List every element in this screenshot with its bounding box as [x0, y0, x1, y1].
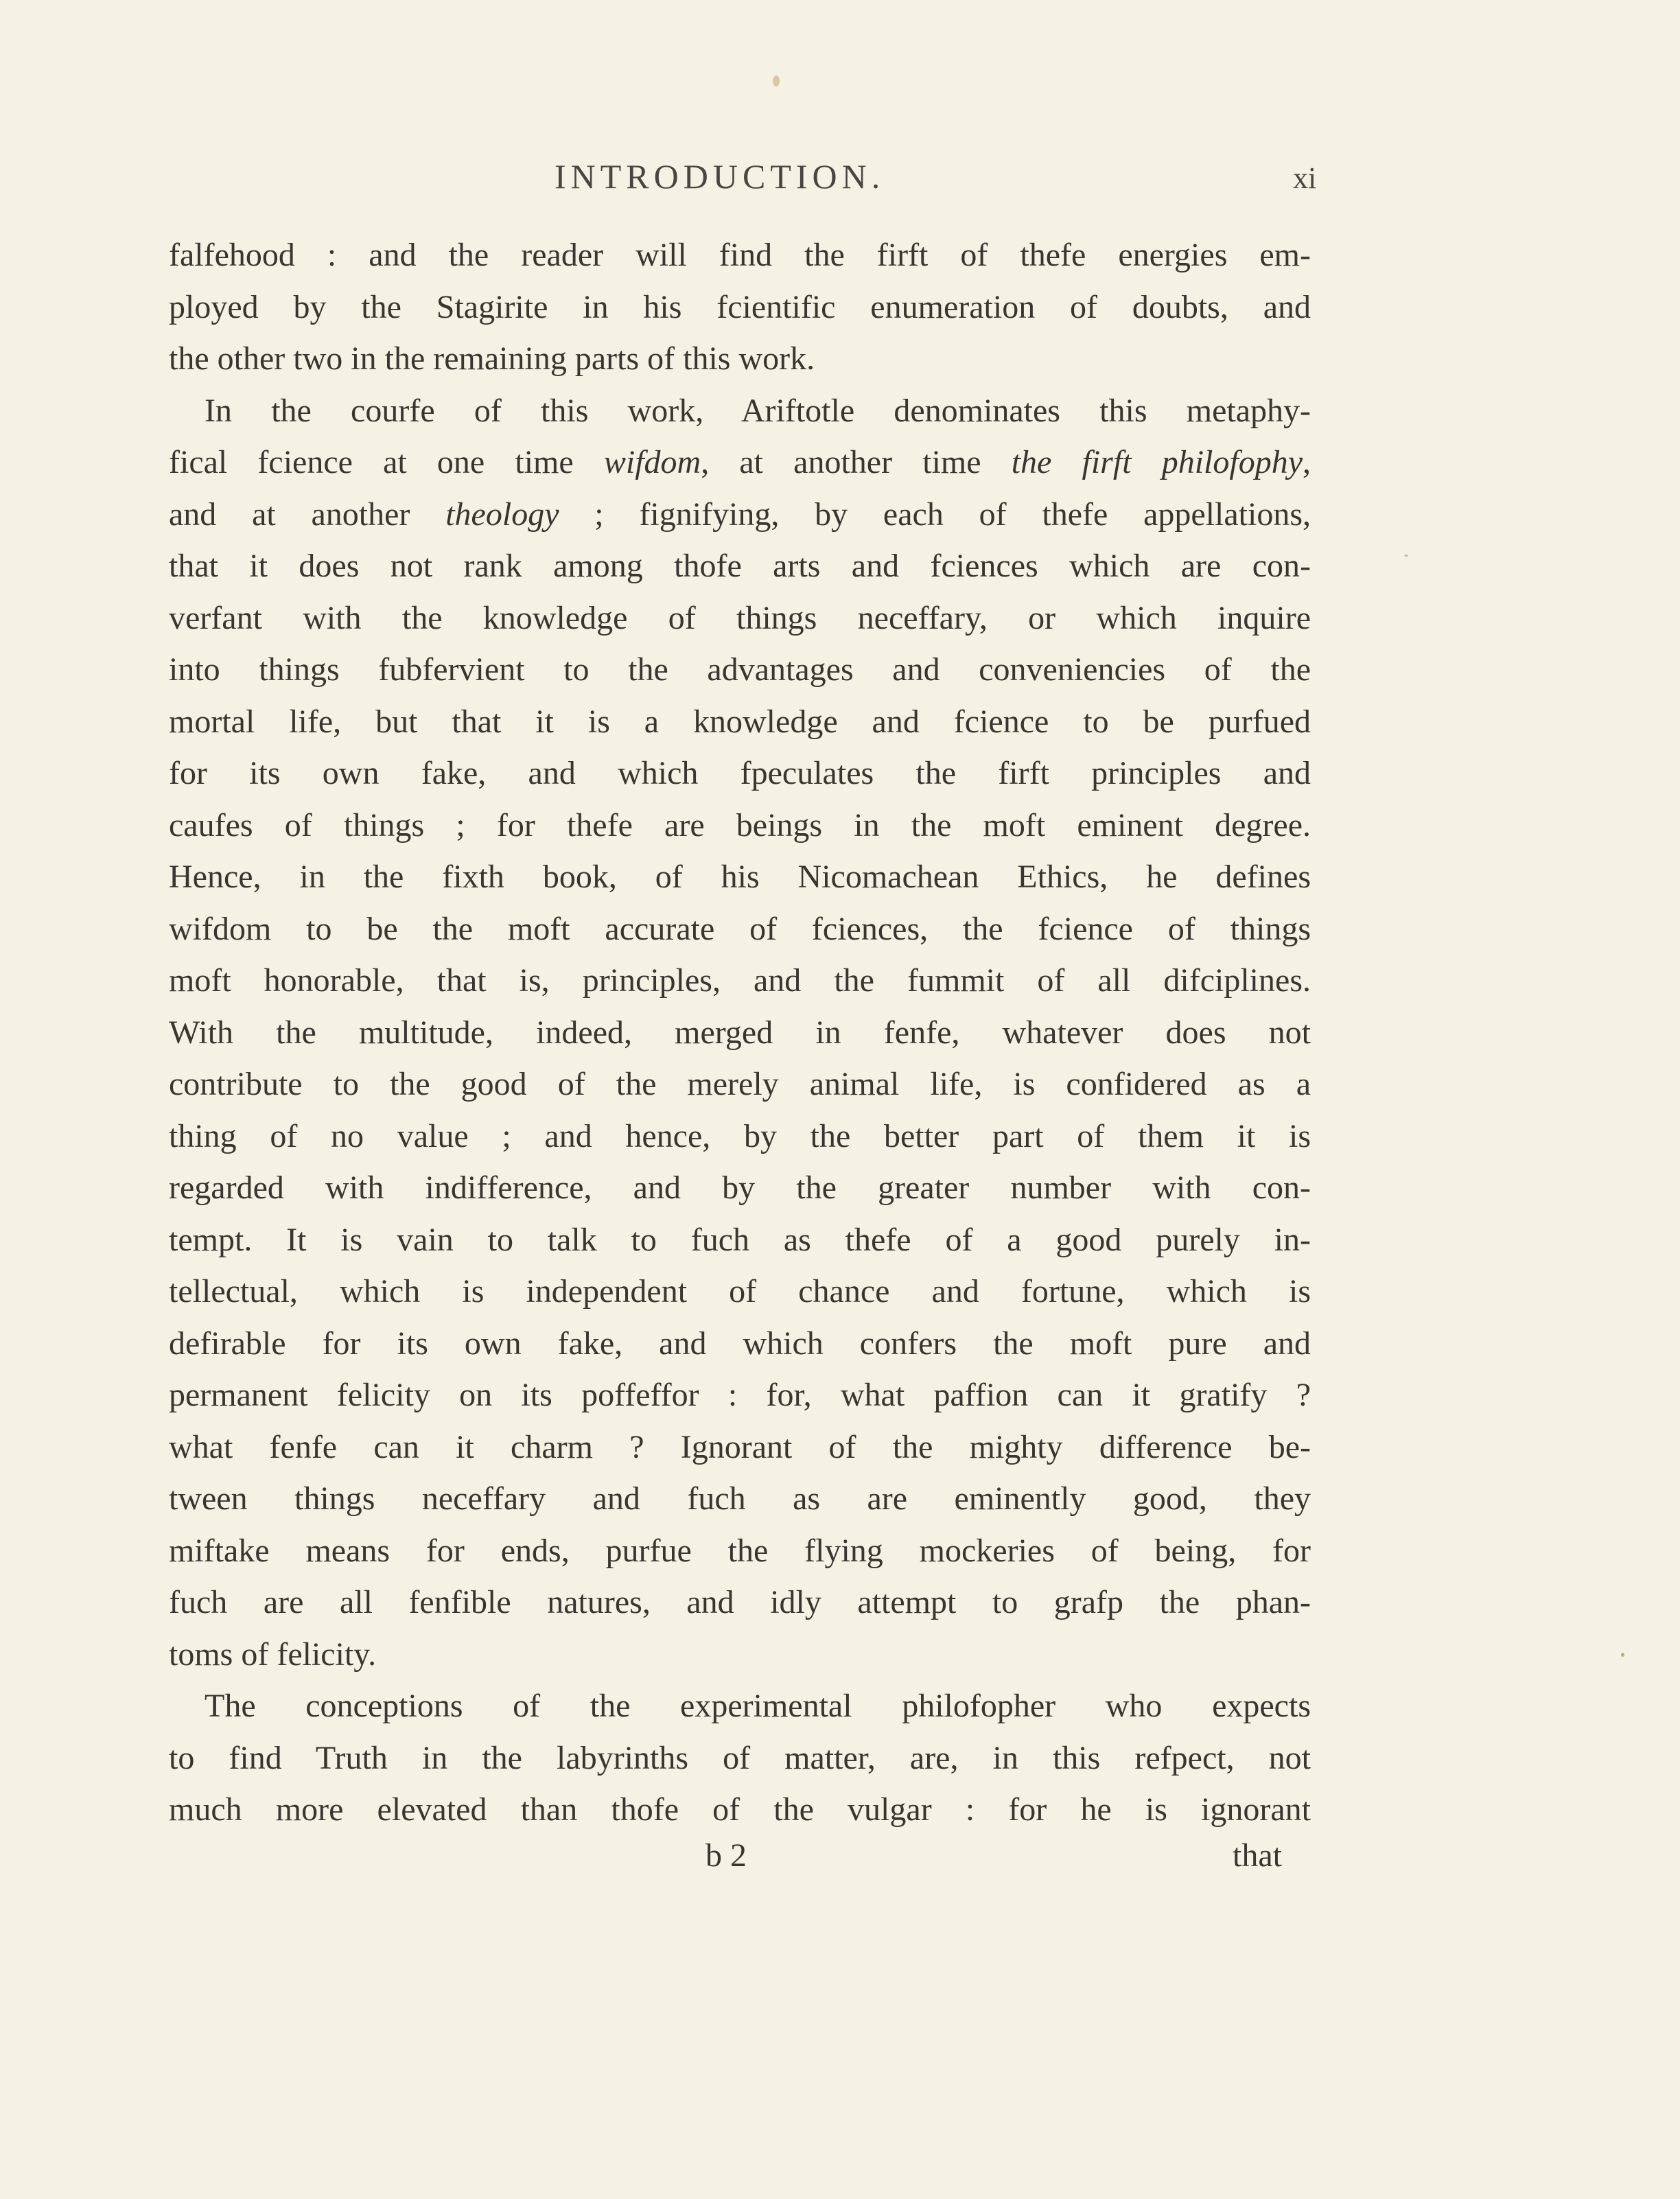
text-line: and at another theology ; fignifying, by each of thefe appellations, — [169, 496, 1311, 533]
text-line: much more elevated than thofe of the vulgar : for he is ignorant — [169, 1791, 1311, 1828]
text-line: defirable for its own fake, and which confers the moft pure and — [169, 1325, 1311, 1362]
paper-blemish — [1621, 1653, 1624, 1657]
text-line: tween things neceffary and fuch as are eminently good, they — [169, 1480, 1311, 1517]
text-line: toms of felicity. — [169, 1636, 377, 1673]
text-line: thing of no value ; and hence, by the better part of them it is — [169, 1117, 1311, 1154]
catchword: that — [1233, 1837, 1282, 1874]
italic-term: theology — [445, 496, 559, 533]
text-line: into things fubfervient to the advantages and conveniencies of the — [169, 651, 1311, 688]
signature-mark: b 2 — [705, 1837, 747, 1874]
text-line: what fenfe can it charm ? Ignorant of the mighty difference be- — [169, 1428, 1311, 1465]
text-line: fuch are all fenfible natures, and idly attempt to grafp the phan- — [169, 1584, 1311, 1620]
paper-blemish — [773, 75, 780, 86]
body-text — [169, 229, 1311, 1836]
text-line: Hence, in the fixth book, of his Nicomachean Ethics, he defines — [169, 859, 1311, 895]
text-line: miftake means for ends, purfue the flying mockeries of being, for — [169, 1532, 1311, 1569]
text-line: the other two in the remaining parts of this work. — [169, 340, 815, 377]
running-title: INTRODUCTION. — [555, 157, 885, 196]
text-line: With the multitude, indeed, merged in fenfe, whatever does not — [169, 1014, 1311, 1051]
text-line: moft honorable, that is, principles, and the fummit of all difciplines. — [169, 962, 1311, 999]
text-line: falfehood : and the reader will find the firft of thefe energies em- — [169, 237, 1311, 273]
text-line: wifdom to be the moft accurate of fciences, the fcience of things — [169, 910, 1311, 947]
text-line: ployed by the Stagirite in his fcientific enumeration of doubts, and — [169, 288, 1311, 325]
paper-blemish — [1404, 555, 1408, 557]
text-line: caufes of things ; for thefe are beings in the moft eminent degree. — [169, 806, 1311, 843]
text-line: contribute to the good of the merely animal life, is confidered as a — [169, 1066, 1311, 1102]
text-line: tellectual, which is independent of chance and fortune, which is — [169, 1273, 1311, 1310]
text-line: fical fcience at one time wifdom, at another time the firft philofophy, — [169, 444, 1311, 480]
page-number: xi — [1293, 161, 1317, 195]
italic-term: the firft philofophy — [1011, 444, 1303, 480]
text-line: mortal life, but that it is a knowledge and fcience to be purfued — [169, 703, 1311, 740]
italic-term: wifdom — [603, 444, 701, 480]
text-line: for its own fake, and which fpeculates the firft principles and — [169, 755, 1311, 791]
text-line: In the courfe of this work, Ariftotle denominates this metaphy- — [205, 392, 1311, 429]
page-footer — [0, 1837, 1680, 1892]
text-line: The conceptions of the experimental philofopher who expects — [205, 1688, 1311, 1724]
text-line: to find Truth in the labyrinths of matter, are, in this refpect, not — [169, 1739, 1311, 1776]
text-line: permanent felicity on its poffeffor : for, what paffion can it gratify ? — [169, 1377, 1311, 1413]
text-line: that it does not rank among thofe arts and fciences which are con- — [169, 548, 1311, 584]
text-line: regarded with indifference, and by the greater number with con- — [169, 1170, 1311, 1206]
text-line: tempt. It is vain to talk to fuch as thefe of a good purely in- — [169, 1221, 1311, 1258]
text-line: verfant with the knowledge of things neceffary, or which inquire — [169, 599, 1311, 636]
running-head — [0, 156, 1680, 205]
